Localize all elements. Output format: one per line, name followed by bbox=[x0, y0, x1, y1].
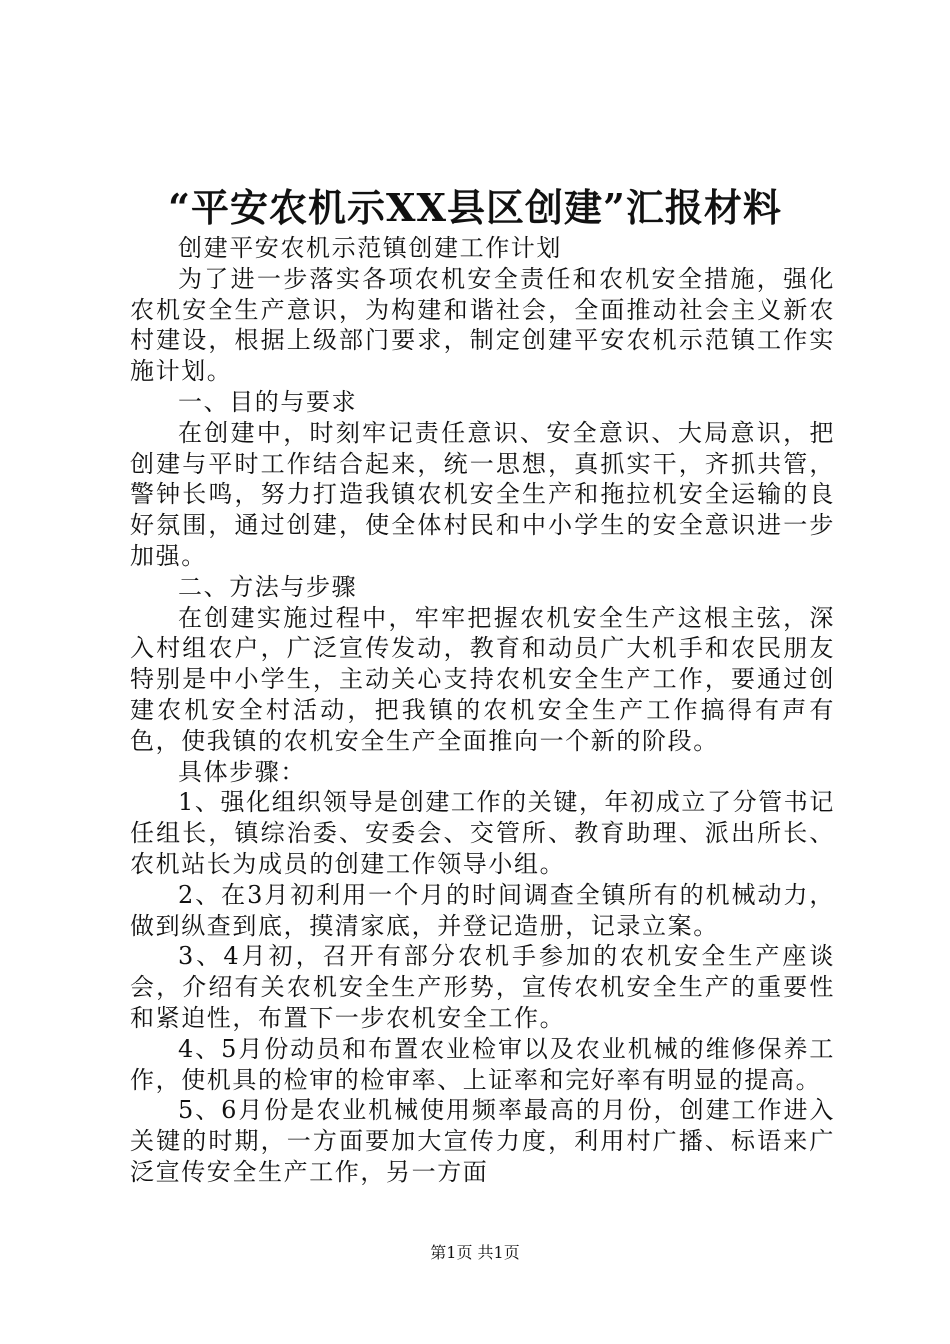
paragraph: 为了进一步落实各项农机安全责任和农机安全措施，强化农机安全生产意识，为构建和谐社会，全面推动社会主义新农村建设，根据上级部门要求，制定创建平安农机示范镇工作实施计划。 bbox=[130, 264, 835, 386]
list-item: 2、在3月初利用一个月的时间调查全镇所有的机械动力，做到纵查到底，摸清家底，并登记造册，记录立案。 bbox=[130, 880, 835, 940]
document-title: “平安农机示XX县区创建”汇报材料 bbox=[168, 185, 782, 230]
paragraph: 在创建实施过程中，牢牢把握农机安全生产这根主弦，深入村组农户，广泛宣传发动，教育和动员广大机手和农民朋友特别是中小学生，主动关心支持农机安全生产工作，要通过创建农机安全村活动，把我镇的农机安全生产工作搞得有声有色，使我镇的农机安全生产全面推向一个新的阶段。 bbox=[130, 603, 835, 755]
subheading: 具体步骤： bbox=[178, 757, 306, 786]
paragraph: 在创建中，时刻牢记责任意识、安全意识、大局意识，把创建与平时工作结合起来，统一思想，真抓实干，齐抓共管，警钟长鸣，努力打造我镇农机安全生产和拖拉机安全运输的良好氛围，通过创建，使全体村民和中小学生的安全意识进一步加强。 bbox=[130, 418, 835, 570]
list-item: 4、5月份动员和布置农业检审以及农业机械的维修保养工作，使机具的检审的检审率、上证率和完好率有明显的提高。 bbox=[130, 1034, 835, 1094]
list-item: 3、4月初，召开有部分农机手参加的农机安全生产座谈会，介绍有关农机安全生产形势，宣传农机安全生产的重要性和紧迫性，布置下一步农机安全工作。 bbox=[130, 942, 835, 1032]
document-body bbox=[130, 233, 835, 1188]
page-number-footer: 第1页 共1页 bbox=[430, 1243, 520, 1262]
paragraph: 创建平安农机示范镇创建工作计划 bbox=[178, 234, 562, 262]
section-heading: 二、方法与步骤 bbox=[178, 572, 358, 601]
section-heading: 一、目的与要求 bbox=[178, 387, 358, 416]
list-item: 1、强化组织领导是创建工作的关键，年初成立了分管书记任组长，镇综治委、安委会、交管所、教育助理、派出所长、农机站长为成员的创建工作领导小组。 bbox=[130, 788, 835, 878]
list-item: 5、6月份是农业机械使用频率最高的月份，创建工作进入关键的时期，一方面要加大宣传力度，利用村广播、标语来广泛宣传安全生产工作，另一方面 bbox=[130, 1096, 835, 1186]
